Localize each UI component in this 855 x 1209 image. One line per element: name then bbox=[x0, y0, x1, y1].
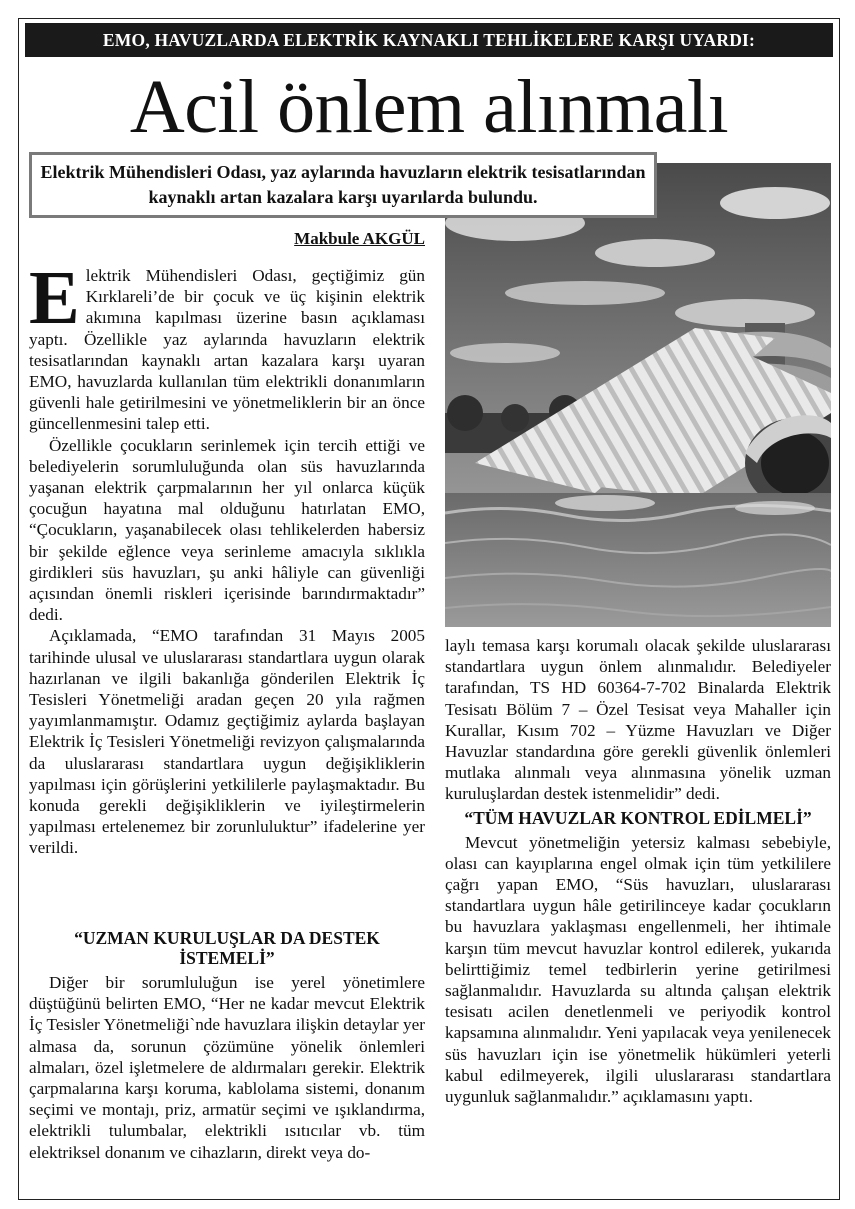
newspaper-clipping bbox=[18, 18, 840, 1200]
drop-cap: E bbox=[29, 256, 80, 340]
paragraph-4: Diğer bir sorumluluğun ise yerel yönetimlere düştüğünü belirten EMO, “Her ne kadar mevcut Elektrik İç Tesisler Yönetmeliği`nde havuzlara ilişkin detaylar yer almasa da, sorunun çözümüne yönelik önlemleri almaları, özel işletmelere de aldırmaları gerekir. Elektrik çarpmalarına karşı koruma, kablolama sistemi, donanım seçimi ve montajı, priz, armatür seçimi ve ışıklandırma, elektrikli tulumbalar, elektrikli ısıtıcılar vb. tüm elektriksel donanım ve cihazların, direkt veya do- bbox=[29, 973, 425, 1162]
subhead-2: “TÜM HAVUZLAR KONTROL EDİLMELİ” bbox=[464, 807, 812, 828]
paragraph-6: Mevcut yönetmeliğin yetersiz kalması sebebiyle, olası can kayıplarına engel olmak için tüm yetkililere çağrı yapan EMO, “Süs havuzları, uluslararası standartlara uygun hâle getirilinceye kadar çocukların bu havuzlara yaklaşması engellenmeli, her ihtimale karşın tüm mevcut havuzlar kontrol edilerek, yukarıda belirttiğimiz temel tedbirlerin yerine getirilmesi sağlanmalıdır. Havuzlarda su altında çalışan elektrik tesisatı acilen denetlenmeli ve periyodik kontrol kapsamına alınmalıdır. Yeni yapılacak veya yenilenecek süs havuzları için ise yönetmelik hükümleri yeterli kabul edilmeyerek, ilgili uluslararası standartlara uygunluk sağlanmalıdır.” açıklamasını yaptı. bbox=[445, 832, 831, 1107]
kicker-banner: EMO, HAVUZLARDA ELEKTRİK KAYNAKLI TEHLİKELERE KARŞI UYARDI: bbox=[25, 23, 833, 57]
paragraph-5: laylı temasa karşı korumalı olacak şekilde uluslararası standartlara uygun önlem alınmalıdır. Belediyeler tarafından, TS HD 60364-7-702 Binalarda Elektrik Tesisatı Bölüm 7 – Özel Tesisat veya Mahaller için Kurallar, Kısım 702 – Yüzme Havuzları ve Diğer Havuzlar standardına göre gerekli güvenlik önlemleri mutlaka alınmalı veya alınmasına yönelik uzman kuruluşlardan destek istenmelidir” dedi. bbox=[445, 636, 831, 804]
byline: Makbule AKGÜL bbox=[294, 229, 425, 248]
body-column-left-top bbox=[29, 256, 425, 859]
paragraph-1: lektrik Mühendisleri Odası, geçtiğimiz gün Kırklareli’de bir çocuk ve üç kişinin elektrik akımına kapılması üzerine basın açıklaması yaptı. Özellikle yaz aylarında havuzların elektrik tesisatlarından kaynaklı artan kazalara karşı uyaran EMO, havuzlarda kullanılan tüm elektrikli donanımların güvenli hale getirilmesini ve yönetmeliklerin bir an önce güncellenmesini talep etti. bbox=[29, 266, 425, 434]
body-column-right bbox=[445, 635, 831, 1107]
subhead-1: “UZMAN KURULUŞLAR DA DESTEK İSTEMELİ” bbox=[74, 928, 380, 968]
body-column-left-bottom bbox=[29, 925, 425, 1163]
headline: Acil önlem alınmalı bbox=[129, 65, 729, 149]
water-slides-photo bbox=[445, 163, 831, 627]
paragraph-2: Özellikle çocukların serinlemek için tercih ettiği ve belediyelerin sorumluluğunda olan süs havuzlarında yaşanan elektrik çarpmalarının her yıl onlarca küçük çocuğun hayatına mal olduğunu hatırlatan EMO, “Çocukların, yaşanabilecek olası tehlikelerden habersiz bir şekilde eğlence veya serinleme amacıyla sıklıkla girdikleri süs havuzları, şu anki hâliyle can güvenliği açısından önemli riskleri içerisinde barındırmaktadır” dedi. bbox=[29, 435, 425, 625]
paragraph-3: Açıklamada, “EMO tarafından 31 Mayıs 2005 tarihinde ulusal ve uluslararası standartlara uygun olarak hazırlanan ve ilgili bakanlığa gönderilen Elektrik İç Tesisleri Yönetmeliği aradan geçen 20 yıla rağmen yayımlanmamıştır. Odamız geçtiğimiz aylarda başlayan Elektrik İç Tesisleri Yönetmeliği revizyon çalışmalarında da uluslararası standartlara uygun değişikliklerin yapılması için görüşlerini yetkililerle paylaşmaktadır. Bu konuda gerekli değişikliklerin ve iyileştirmelerin yapılması ertelenemez bir zorunluluktur” ifadelerine yer verildi. bbox=[29, 626, 425, 858]
lead-box: Elektrik Mühendisleri Odası, yaz aylarında havuzların elektrik tesisatlarından kaynaklı artan kazalara karşı uyarılarda bulundu. bbox=[29, 152, 657, 218]
